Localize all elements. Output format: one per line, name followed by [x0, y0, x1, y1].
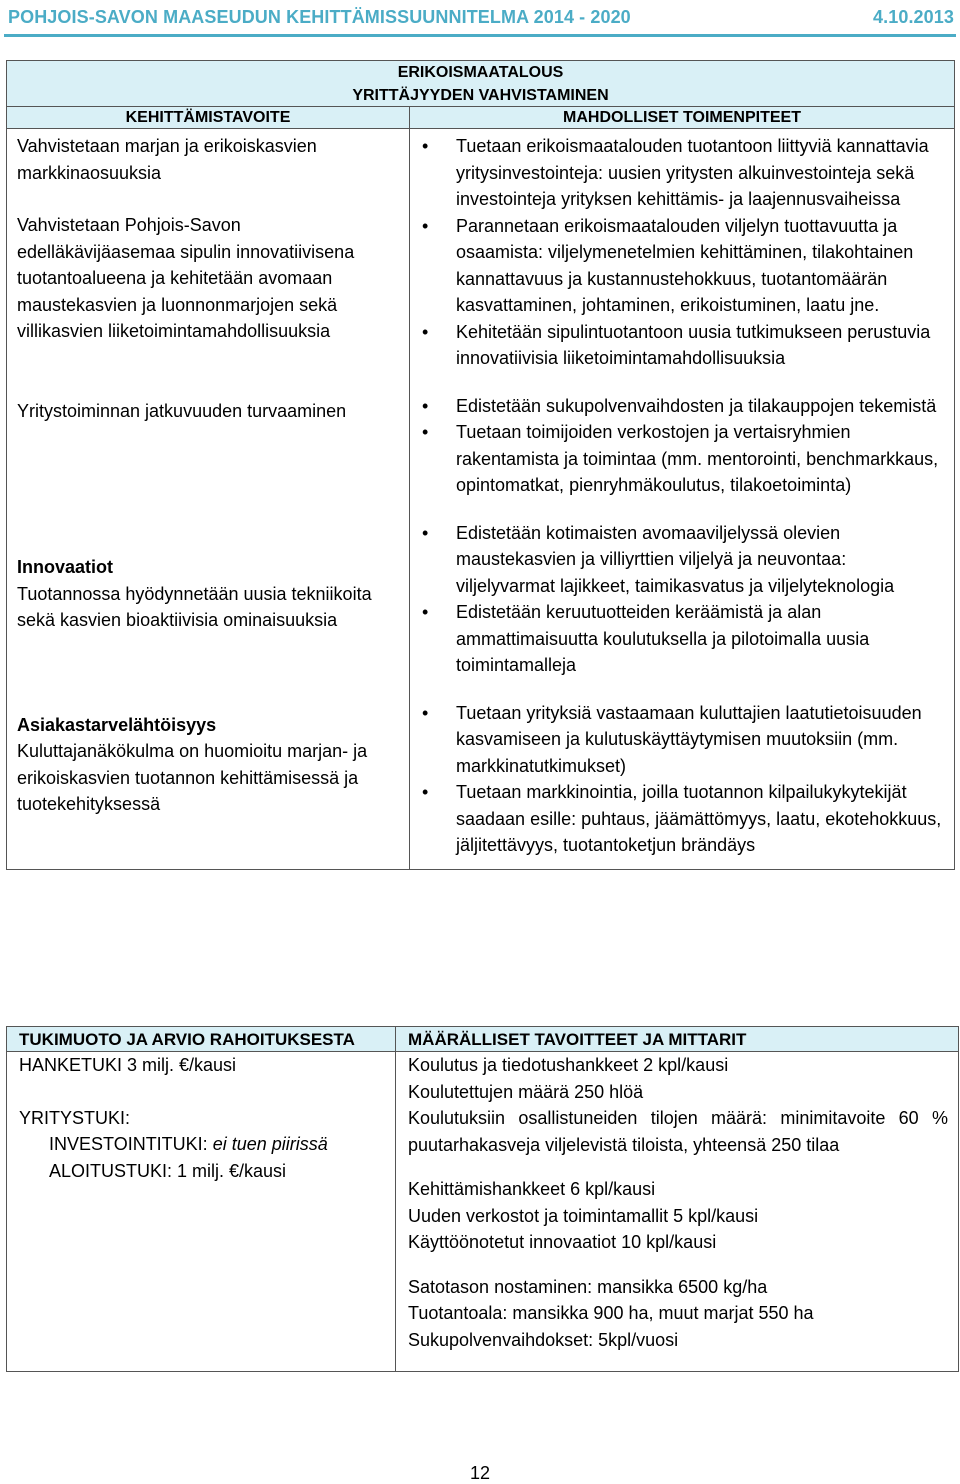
- column-header-actions: MAHDOLLISET TOIMENPITEET: [410, 107, 955, 129]
- actions-cell: [410, 129, 955, 870]
- goal-continuity: Yritystoiminnan jatkuvuuden turvaaminen: [17, 400, 347, 421]
- target-item: Kehittämishankkeet 6 kpl/kausi: [408, 1179, 656, 1199]
- goals-cell: [7, 129, 410, 870]
- actions-list-investment: [420, 133, 944, 372]
- page-number: 12: [469, 1463, 491, 1483]
- target-item: Uuden verkostot ja toimintamallit 5 kpl/kausi: [408, 1205, 759, 1226]
- support-yritystuki: YRITYSTUKI:: [19, 1107, 131, 1128]
- action-item: • Tuetaan erikoismaatalouden tuotantoon liittyviä kannattavia yritysinvestointeja: uusien yritysten alkuinvestointeja sekä investointeja yrityksen kehittämis- ja laajennusvaiheissa: [420, 133, 944, 213]
- development-table: [6, 60, 955, 870]
- goal-innovation-text: Tuotannossa hyödynnetään uusia tekniikoita sekä kasvien bioaktiivisia ominaisuuksia: [17, 583, 372, 630]
- document-date: 4.10.2013: [873, 6, 954, 27]
- action-item: • Tuetaan yrityksiä vastaamaan kuluttajien laatutietoisuuden kasvamiseen ja kulutuskäyttäytymisen muutoksiin (mm. markkinatutkimukset): [420, 700, 944, 780]
- topic-title: ERIKOISMAATALOUS: [397, 64, 564, 81]
- target-item: Käyttöönotetut innovaatiot 10 kpl/kausi: [408, 1232, 717, 1252]
- target-item: Tuotantoala: mansikka 900 ha, muut marjat 550 ha: [408, 1303, 814, 1323]
- target-item: Koulutuksiin osallistuneiden tilojen määrä: minimitavoite 60 % puutarhakasveja viljelevistä tiloista, yhteensä 250 tilaa: [408, 1108, 948, 1155]
- support-investointituki: [19, 1131, 385, 1158]
- header-rule: [4, 34, 956, 37]
- goal-innovation-title: Innovaatiot: [17, 557, 114, 577]
- action-item: • Tuetaan markkinointia, joilla tuotannon kilpailukykytekijät saadaan esille: puhtaus, jäämättömyys, laatu, ekotehokkuus, jäljitettävyys, tuotantoketjun brändäys: [420, 779, 944, 859]
- goal-customer-text: Kuluttajanäkökulma on huomioitu marjan- ja erikoiskasvien tuotannon kehittämisessä ja tuotekehityksessä: [17, 741, 368, 814]
- target-item: Sukupolvenvaihdokset: 5kpl/vuosi: [408, 1329, 679, 1350]
- action-item: • Edistetään sukupolvenvaihdosten ja tilakauppojen tekemistä: [420, 393, 944, 420]
- page-header: [8, 4, 954, 30]
- target-item: Koulutettujen määrä 250 hlöä: [408, 1081, 644, 1102]
- goal-onion-region: Vahvistetaan Pohjois-Savon edelläkävijäasemaa sipulin innovatiivisena tuotantoalueena ja kehitetään avomaan maustekasvien ja luonnonmarjojen sekä villikasvien liiketoimintamahdollisuuksia: [17, 215, 355, 341]
- action-item: • Edistetään kotimaisten avomaaviljelyssä olevien maustekasvien ja villiyrttien viljelyä ja neuvontaa: viljelyvarmat lajikkeet, taimikasvatus ja viljelyteknologia: [420, 520, 944, 600]
- action-item: • Kehitetään sipulintuotantoon uusia tutkimukseen perustuvia innovatiivisia liiketoimintamahdollisuuksia: [420, 319, 944, 372]
- actions-list-continuity: [420, 393, 944, 499]
- target-item: Satotason nostaminen: mansikka 6500 kg/ha: [408, 1276, 768, 1297]
- support-hanketuki: HANKETUKI 3 milj. €/kausi: [19, 1055, 237, 1075]
- support-cell: [7, 1052, 396, 1372]
- goal-market-share: Vahvistetaan marjan ja erikoiskasvien markkinaosuuksia: [17, 136, 317, 183]
- targets-header: MÄÄRÄLLISET TAVOITTEET JA MITTARIT: [396, 1027, 959, 1052]
- action-item: • Edistetään keruutuotteiden keräämistä ja alan ammattimaisuutta koulutuksella ja pilotoimalla uusia toimintamalleja: [420, 599, 944, 679]
- document-title: POHJOIS-SAVON MAASEUDUN KEHITTÄMISSUUNNITELMA 2014 - 2020: [8, 6, 631, 27]
- topic-header: [7, 61, 955, 107]
- actions-list-customer: [420, 700, 944, 859]
- action-item: • Tuetaan toimijoiden verkostojen ja vertaisryhmien rakentamista ja toimintaa (mm. mentorointi, benchmarkkaus, opintomatkat, pienryhmäkoulutus, tilakoetoiminta): [420, 419, 944, 499]
- targets-cell: [396, 1052, 959, 1372]
- investointituki-label: INVESTOINTITUKI:: [49, 1134, 213, 1154]
- support-aloitustuki: ALOITUSTUKI: 1 milj. €/kausi: [49, 1160, 287, 1181]
- investointituki-value: ei tuen piirissä: [212, 1134, 328, 1154]
- action-item: • Parannetaan erikoismaatalouden viljelyn tuottavuutta ja osaamista: viljelymenetelmien kehittäminen, tilakohtainen kannattavuus ja kustannustehokkuus, tuotantomäärän kasvattaminen, johtaminen, erikoistuminen, laatu jne.: [420, 213, 944, 319]
- target-item: Koulutus ja tiedotushankkeet 2 kpl/kausi: [408, 1055, 729, 1075]
- topic-subtitle: YRITTÄJYYDEN VAHVISTAMINEN: [352, 87, 609, 104]
- funding-targets-table: [6, 1026, 959, 1372]
- goal-customer-title: Asiakastarvelähtöisyys: [17, 714, 217, 735]
- column-header-goal: KEHITTÄMISTAVOITE: [7, 107, 410, 129]
- actions-list-innovation: [420, 520, 944, 679]
- support-header: TUKIMUOTO JA ARVIO RAHOITUKSESTA: [7, 1027, 396, 1052]
